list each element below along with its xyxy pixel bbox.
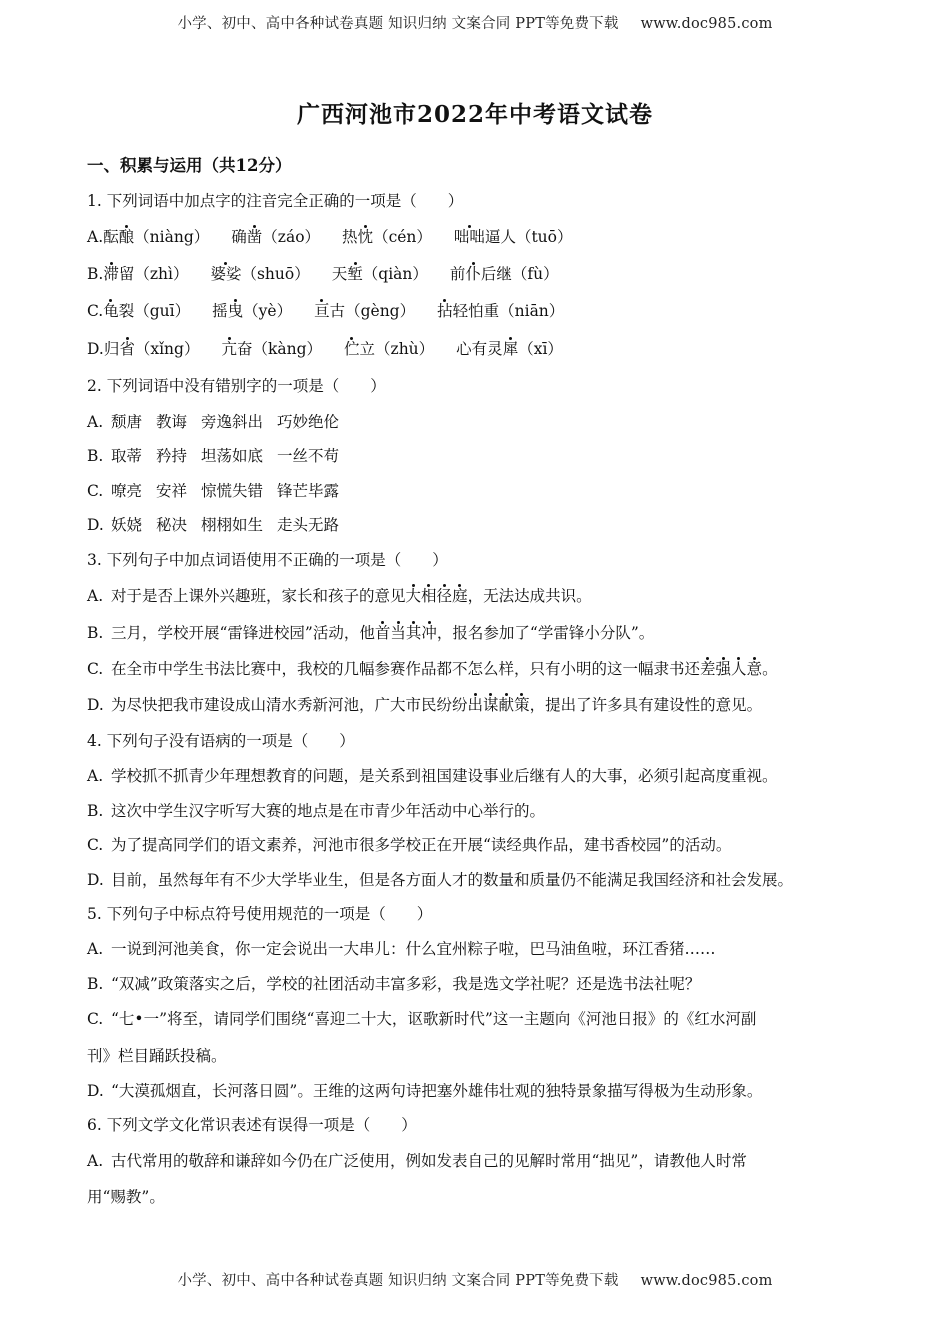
q5-option-a: A. 一说到河池美食，你一定会说出一大串儿：什么宜州粽子啦，巴马油鱼啦，环江香猪…… <box>87 940 716 958</box>
q1-option-d: D.归省（xǐng） 亢奋（kàng） 伫立（zhù） 心有灵犀（xī） <box>87 340 563 358</box>
header-url[interactable]: www.doc985.com <box>640 16 773 32</box>
dotted-char: 差 <box>700 660 716 678</box>
q6-option-a: A. 古代常用的敬辞和谦辞如今仍在广泛使用，例如发表自己的见解时常用“拙见”，请教他人时常 <box>87 1152 747 1170</box>
exam-title: 广西河池市2022年中考语文试卷 <box>296 101 653 128</box>
q1-option-b: B.滞留（zhì） 婆娑（shuō） 天堑（qiàn） 前仆后继（fù） <box>87 265 559 283</box>
q4-stem: 4. 下列句子没有语病的一项是（ ） <box>87 732 355 750</box>
dotted-char: 当 <box>390 624 406 642</box>
dotted-char: 人 <box>731 660 747 678</box>
section-heading: 一、积累与运用（共12分） <box>87 156 292 175</box>
q1a-w3: 热忱（cén） <box>342 228 432 246</box>
q6-stem: 6. 下列文学文化常识表述有误得一项是（ ） <box>87 1116 417 1134</box>
q3-option-b: B. 三月，学校开展“雷锋进校园”活动，他首当其冲，报名参加了“学雷锋小分队”。 <box>87 624 655 642</box>
dotted-char: 首 <box>374 624 391 642</box>
q1c-w3: 亘古（gèng） <box>314 302 416 320</box>
dotted-char: 谋 <box>483 696 499 714</box>
dotted-char: 策 <box>514 696 530 714</box>
q3c-dotted-term <box>700 660 762 678</box>
q2-option-c: C. 嘹亮 安祥 惊慌失错 锋芒毕露 <box>87 482 340 500</box>
q1a-w2: 确凿（záo） <box>231 228 321 246</box>
q1c-w2: 摇曳（yè） <box>212 302 293 320</box>
q2-option-d: D. 妖娆 秘决 栩栩如生 走头无路 <box>87 516 340 534</box>
q3-stem: 3. 下列句子中加点词语使用不正确的一项是（ ） <box>87 551 448 569</box>
q1c-w4: 拈轻怕重（niān） <box>437 302 565 320</box>
q1b-w1: 滞留（zhì） <box>103 265 189 283</box>
q1a-w1: 酝酿（niàng） <box>103 228 210 246</box>
q6-option-a-cont: 用“赐教”。 <box>87 1188 165 1206</box>
page-footer <box>0 1269 950 1290</box>
q4-option-b: B. 这次中学生汉字听写大赛的地点是在市青少年活动中心举行的。 <box>87 802 546 820</box>
q5-option-c: C. “七•一”将至，请同学们围绕“喜迎二十大，讴歌新时代”这一主题向《河池日报》的《红水河副 <box>87 1010 757 1028</box>
q1-stem: 1. 下列词语中加点字的注音完全正确的一项是（ ） <box>87 192 464 210</box>
dotted-char: 出 <box>467 696 484 714</box>
q1b-w2: 婆娑（shuō） <box>210 265 310 283</box>
q5-option-b: B. “双减”政策落实之后，学校的社团活动丰富多彩，我是选文学社呢？还是选书法社呢？ <box>87 975 701 993</box>
dotted-char: 献 <box>498 696 515 714</box>
dotted-char: 庭 <box>452 587 468 605</box>
q4-option-d: D. 目前，虽然每年有不少大学毕业生，但是各方面人才的数量和质量仍不能满足我国经济和社会发展。 <box>87 871 794 889</box>
q2-option-a: A. 颓唐 教诲 旁逸斜出 巧妙绝伦 <box>87 413 340 431</box>
q3a-dotted-term <box>406 587 468 605</box>
dotted-char: 强 <box>715 660 732 678</box>
page-header <box>0 12 950 33</box>
q1d-w2: 亢奋（kàng） <box>221 340 323 358</box>
dotted-char: 意 <box>746 660 763 678</box>
q1-option-c: C.龟裂（guī） 摇曳（yè） 亘古（gèng） 拈轻怕重（niān） <box>87 302 565 320</box>
q1b-w3: 天堑（qiàn） <box>331 265 428 283</box>
q1b-w4: 前仆后继（fù） <box>449 265 559 283</box>
footer-text: 小学、初中、高中各种试卷真题 知识归纳 文案合同 PPT等免费下载 <box>177 1273 619 1289</box>
q3b-dotted-term <box>375 624 437 642</box>
dotted-char: 其 <box>405 624 422 642</box>
q1c-w1: 龟裂（guī） <box>103 302 191 320</box>
q1d-w4: 心有灵犀（xī） <box>456 340 563 358</box>
q5-option-c-cont: 刊》栏目踊跃投稿。 <box>87 1047 227 1065</box>
q3-option-a: A. 对于是否上课外兴趣班，家长和孩子的意见大相径庭，无法达成共识。 <box>87 587 592 605</box>
footer-url[interactable]: www.doc985.com <box>640 1273 773 1289</box>
header-text: 小学、初中、高中各种试卷真题 知识归纳 文案合同 PPT等免费下载 <box>177 16 619 32</box>
q1d-w3: 伫立（zhù） <box>344 340 435 358</box>
dotted-char: 径 <box>436 587 453 605</box>
q1-option-a: A.酝酿（niàng） 确凿（záo） 热忱（cén） 咄咄逼人（tuō） <box>87 228 573 246</box>
q3d-dotted-term <box>468 696 530 714</box>
dotted-char: 大 <box>405 587 422 605</box>
q2-option-b: B. 取蒂 矜持 坦荡如底 一丝不苟 <box>87 447 340 465</box>
dotted-char: 相 <box>421 587 437 605</box>
dotted-char: 冲 <box>421 624 437 642</box>
q3-option-c: C. 在全市中学生书法比赛中，我校的几幅参赛作品都不怎么样，只有小明的这一幅隶书还差强人意。 <box>87 660 778 678</box>
q2-stem: 2. 下列词语中没有错别字的一项是（ ） <box>87 377 386 395</box>
q4-option-c: C. 为了提高同学们的语文素养，河池市很多学校正在开展“读经典作品，建书香校园”的活动。 <box>87 836 732 854</box>
q5-stem: 5. 下列句子中标点符号使用规范的一项是（ ） <box>87 905 433 923</box>
q1d-w1: 归省（xǐng） <box>103 340 200 358</box>
q1a-w4: 咄咄逼人（tuō） <box>453 228 573 246</box>
q5-option-d: D. “大漠孤烟直，长河落日圆”。王维的这两句诗把塞外雄伟壮观的独特景象描写得极为生动形象。 <box>87 1082 763 1100</box>
q4-option-a: A. 学校抓不抓青少年理想教育的问题，是关系到祖国建设事业后继有人的大事，必须引起高度重视。 <box>87 767 778 785</box>
q3-option-d: D. 为尽快把我市建设成山清水秀新河池，广大市民纷纷出谋献策，提出了许多具有建设性的意见。 <box>87 696 763 714</box>
